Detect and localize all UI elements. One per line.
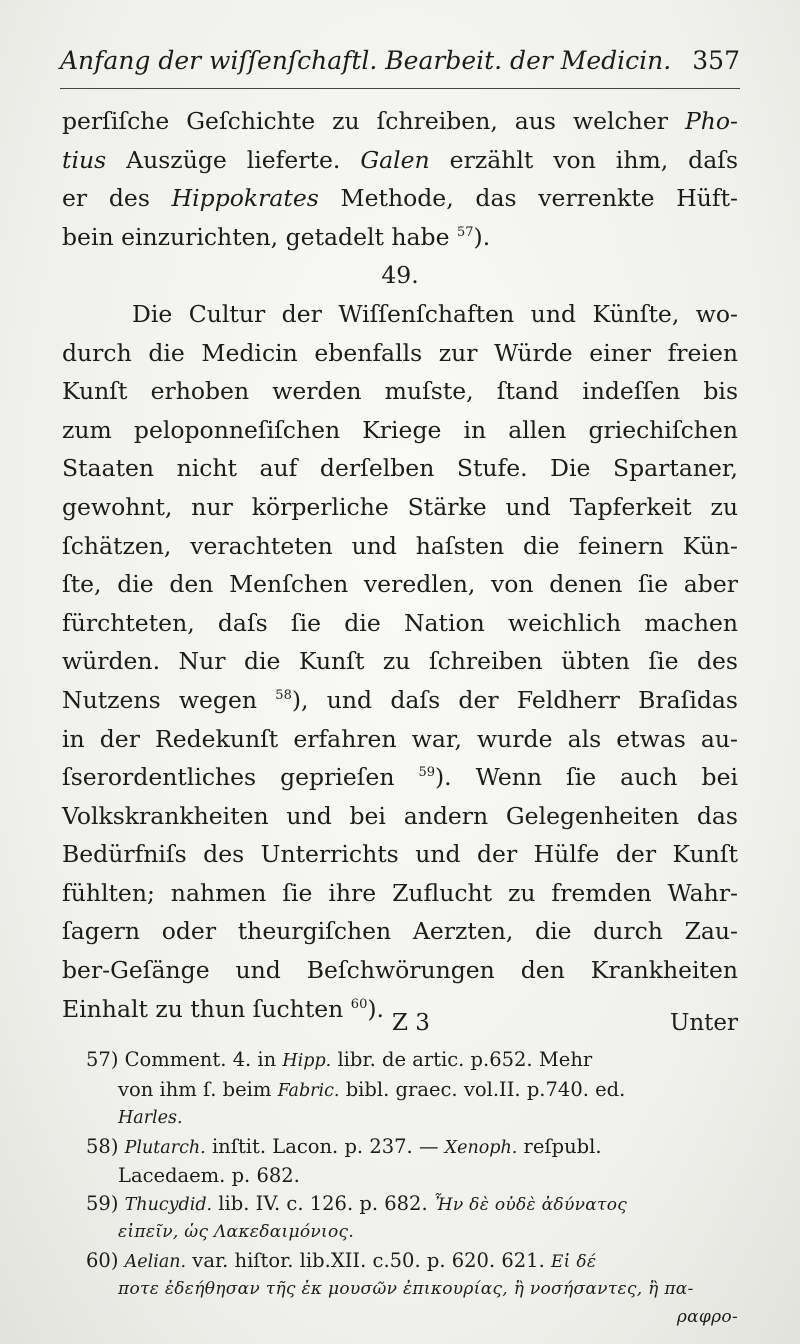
- footnote-ref-58: 58: [275, 687, 292, 703]
- text-line: fühlten; nahmen ſie ihre Zuflucht zu fremden Wahr-: [62, 878, 738, 907]
- page-number: 357: [692, 46, 740, 75]
- running-title: Anfang der wiſſenſchaftl. Bearbeit. der Medicin.: [60, 46, 672, 75]
- text-line: ſchätzen, verachteten und haſsten die feinern Kün-: [62, 531, 738, 560]
- footnote-60: 60) Aelian. var. hiſtor. lib.XII. c.50. p. 620. 621. Εἰ δέ ποτε ἐδεήθησαν τῆς ἐκ μουσῶν ἐπικουρίας, ἢ νοσήσαντες, ἢ πα- ραφρο-: [86, 1248, 738, 1327]
- catchword: Unter: [669, 1010, 738, 1036]
- footnote-ref-60: 60: [350, 996, 368, 1012]
- text-line: er des Hippokrates Methode, das verrenkte Hüft-: [62, 184, 738, 213]
- footnote-ref-59: 59: [418, 765, 436, 781]
- text-line: Bedürfniſs des Unterrichts und der Hülfe der Kunſt: [62, 840, 738, 869]
- footnote-59: 59) Thucydid. lib. IV. c. 126. p. 682. Ἦν δὲ οὐδὲ ἀδύνατος εἰπεῖν, ὡς Λακεδαιμόνιος.: [86, 1191, 628, 1242]
- text-line: Staaten nicht auf derſelben Stufe. Die Spartaner,: [62, 454, 738, 483]
- text-line: bein einzurichten, getadelt habe $^{57}$).: [62, 222, 491, 251]
- signature-mark: Z 3: [392, 1010, 430, 1036]
- footnote-58: 58) Plutarch. inſtit. Lacon. p. 237. — Xenoph. reſpubl. Lacedaem. p. 682.: [86, 1134, 602, 1187]
- text-line: ſagern oder theurgiſchen Aerzten, die durch Zau-: [62, 917, 738, 946]
- text-line: zum peloponneſiſchen Kriege in allen griechiſchen: [62, 415, 738, 444]
- text-line: in der Redekunſt erfahren war, wurde als etwas au-: [62, 724, 738, 753]
- text-line: Die Cultur der Wiſſenſchaften und Künſte, wo-: [132, 299, 738, 328]
- text-line: ber-Geſänge und Beſchwörungen den Krankheiten: [62, 956, 738, 985]
- footnotes: [86, 1046, 738, 1331]
- section-number: 49.: [381, 261, 419, 290]
- text-line: Nutzens wegen $^{58}$), und daſs der Feldherr Braſidas: [62, 685, 738, 714]
- text-line: Einhalt zu thun ſuchten $^{60}$).: [62, 994, 384, 1023]
- main-text: [62, 102, 738, 1028]
- text-line: tius Auszüge lieferte. Galen erzählt von ihm, daſs: [62, 145, 738, 174]
- footnote-ref-57: 57: [456, 224, 474, 240]
- header-rule: [60, 88, 740, 89]
- text-line: fürchteten, daſs ſie die Nation weichlich machen: [62, 608, 738, 637]
- running-head: [60, 46, 740, 75]
- signature-row: [62, 1010, 738, 1046]
- text-line: Kunſt erhoben werden muſste, ſtand indeſſen bis: [62, 377, 738, 406]
- footnote-57: 57) Comment. 4. in Hipp. libr. de artic. p.652. Mehr von ihm ſ. beim Fabric. bibl. graec. vol.II. p.740. ed. Harles.: [86, 1048, 626, 1128]
- text-line: ſte, die den Menſchen veredlen, von denen ſie aber: [62, 570, 738, 599]
- text-line: Volkskrankheiten und bei andern Gelegenheiten das: [62, 801, 738, 830]
- text-line: ſserordentliches geprieſen $^{59}$). Wenn ſie auch bei: [62, 763, 738, 792]
- text-line: perſiſche Geſchichte zu ſchreiben, aus welcher Pho-: [62, 107, 738, 135]
- text-line: durch die Medicin ebenfalls zur Würde einer freien: [62, 338, 738, 367]
- text-line: würden. Nur die Kunſt zu ſchreiben übten ſie des: [62, 647, 738, 676]
- text-line: gewohnt, nur körperliche Stärke und Tapferkeit zu: [62, 492, 738, 521]
